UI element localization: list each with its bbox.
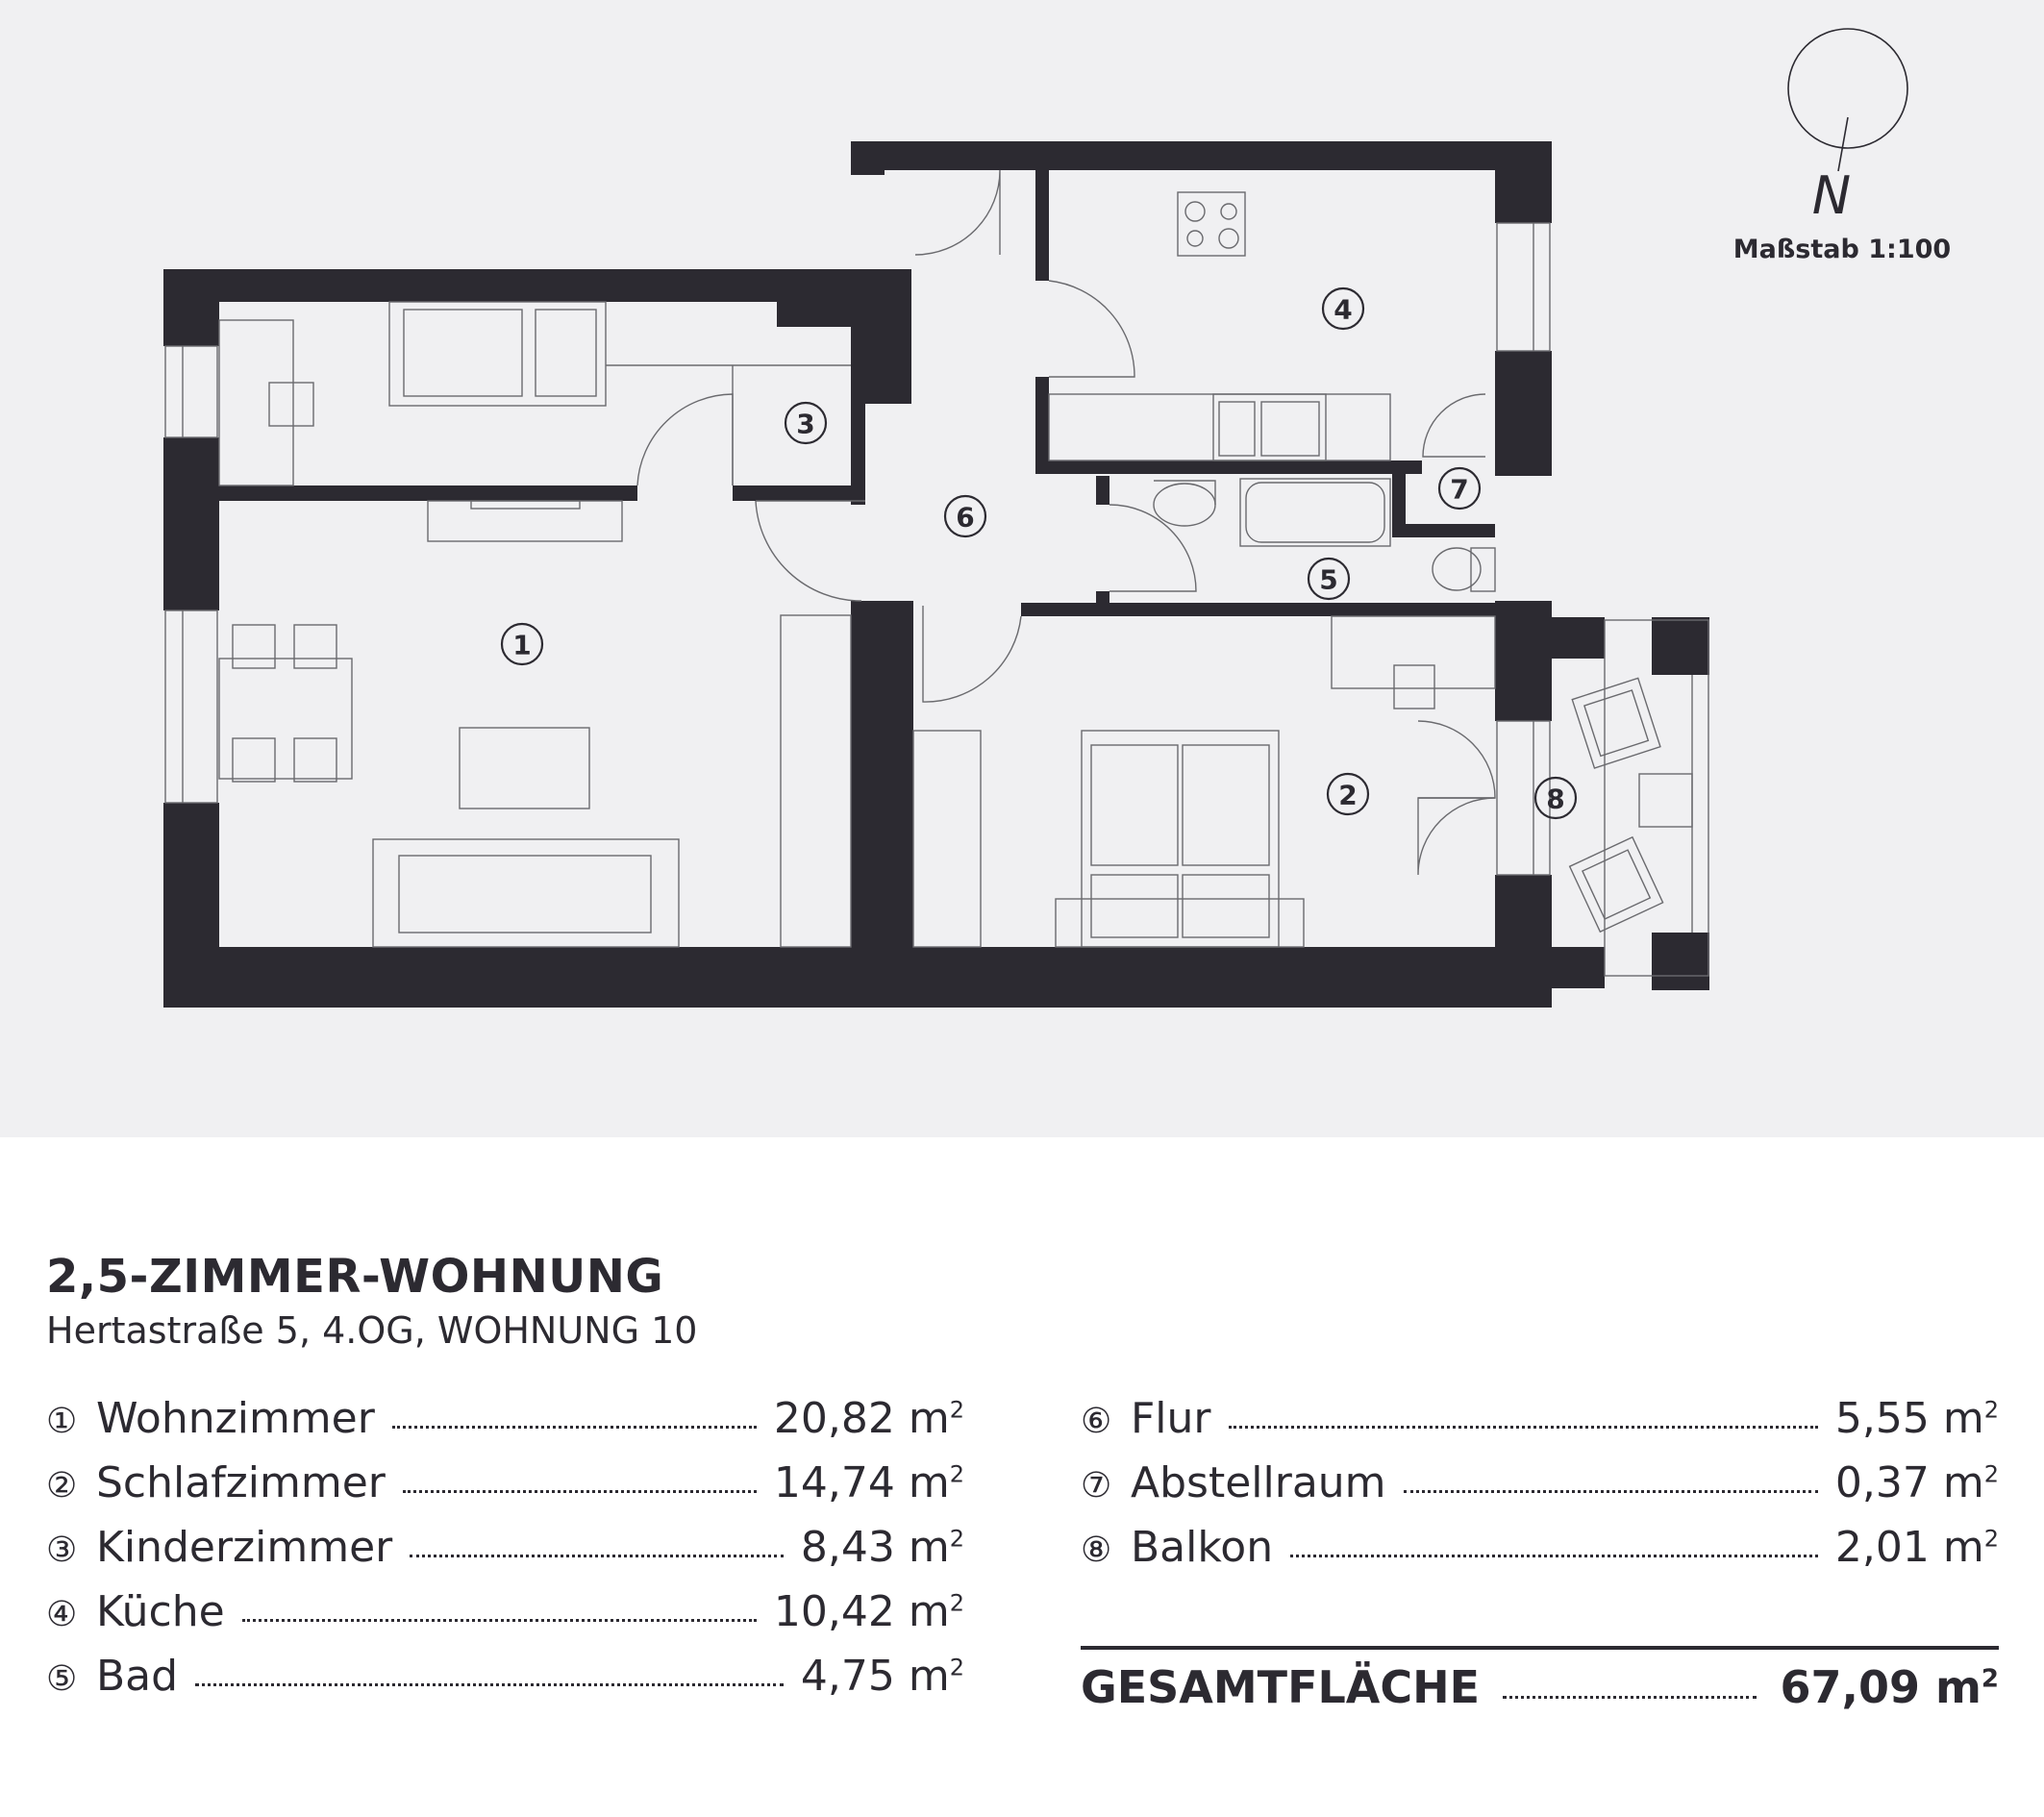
leader-dots	[195, 1683, 784, 1686]
list-item	[46, 1652, 964, 1716]
list-item-area: 14,74 $m^2$	[773, 1458, 964, 1507]
leader-dots	[1503, 1696, 1757, 1699]
room-labels	[502, 288, 1576, 818]
apartment-title: 2,5-ZIMMER-WOHNUNG	[46, 1250, 664, 1304]
list-item-area: 20,82 $m^2$	[773, 1394, 964, 1443]
list-item-number: ⑧	[1081, 1531, 1112, 1570]
list-item-number: ⑤	[46, 1659, 78, 1699]
room-label-7	[1439, 468, 1480, 509]
list-item	[46, 1458, 964, 1523]
list-item-number: ②	[46, 1466, 78, 1506]
north-arrow	[1788, 29, 1907, 226]
room-label-1	[502, 624, 542, 664]
walls	[163, 141, 1709, 1008]
room-num-3: 3	[796, 408, 815, 440]
list-item-number: ④	[46, 1595, 78, 1634]
leader-dots	[410, 1555, 784, 1557]
list-item-name: Abstellraum	[1131, 1458, 1386, 1507]
windows	[165, 223, 1708, 976]
list-item-number: ③	[46, 1531, 78, 1570]
leader-dots	[1404, 1490, 1818, 1493]
room-num-1: 1	[512, 629, 532, 661]
list-item-area: 4,75 $m^2$	[800, 1652, 964, 1701]
list-item-number: ⑦	[1081, 1466, 1112, 1506]
total-row	[1081, 1661, 1999, 1713]
scale-label: Maßstab 1:100	[1732, 235, 1952, 264]
room-num-7: 7	[1450, 473, 1469, 506]
list-item-name: Balkon	[1131, 1523, 1274, 1572]
room-num-8: 8	[1546, 783, 1565, 815]
room-label-2	[1328, 774, 1368, 814]
list-item-name: Schlafzimmer	[96, 1458, 386, 1507]
list-item	[1081, 1394, 1999, 1458]
list-item-name: Wohnzimmer	[96, 1394, 375, 1443]
leader-dots	[392, 1426, 757, 1429]
list-item	[46, 1587, 964, 1652]
room-list-left	[46, 1394, 964, 1716]
total-divider	[1081, 1646, 1999, 1650]
leader-dots	[403, 1490, 757, 1493]
room-label-8	[1535, 778, 1576, 818]
room-num-6: 6	[956, 501, 975, 534]
leader-dots	[1229, 1426, 1818, 1429]
list-item-name: Bad	[96, 1652, 179, 1701]
list-item-area: 5,55 $m^2$	[1834, 1394, 1999, 1443]
list-item-area: 8,43 $m^2$	[800, 1523, 964, 1572]
room-label-4	[1323, 288, 1363, 329]
list-item-name: Küche	[96, 1587, 225, 1636]
room-label-3	[785, 403, 826, 443]
room-num-4: 4	[1334, 293, 1353, 326]
room-label-5	[1309, 559, 1349, 599]
total-area: 67,09 $m^2$	[1780, 1661, 1999, 1713]
apartment-address: Hertastraße 5, 4.OG, WOHNUNG 10	[46, 1309, 698, 1352]
list-item-number: ①	[46, 1402, 78, 1441]
list-item-area: 10,42 $m^2$	[773, 1587, 964, 1636]
room-num-5: 5	[1319, 563, 1338, 596]
room-num-2: 2	[1338, 779, 1358, 811]
north-letter: N	[1811, 165, 1852, 226]
list-item-number: ⑥	[1081, 1402, 1112, 1441]
list-item	[46, 1523, 964, 1587]
room-list-right	[1081, 1394, 1999, 1587]
list-item-area: 0,37 $m^2$	[1834, 1458, 1999, 1507]
list-item	[1081, 1458, 1999, 1523]
total-label: GESAMTFLÄCHE	[1081, 1661, 1481, 1713]
furniture	[219, 192, 1692, 947]
room-label-6	[945, 496, 985, 536]
north-circle-icon	[1788, 29, 1907, 148]
list-item-area: 2,01 $m^2$	[1834, 1523, 1999, 1572]
list-item	[1081, 1523, 1999, 1587]
leader-dots	[242, 1619, 757, 1622]
list-item-name: Flur	[1131, 1394, 1211, 1443]
leader-dots	[1290, 1555, 1818, 1557]
list-item-name: Kinderzimmer	[96, 1523, 393, 1572]
list-item	[46, 1394, 964, 1458]
